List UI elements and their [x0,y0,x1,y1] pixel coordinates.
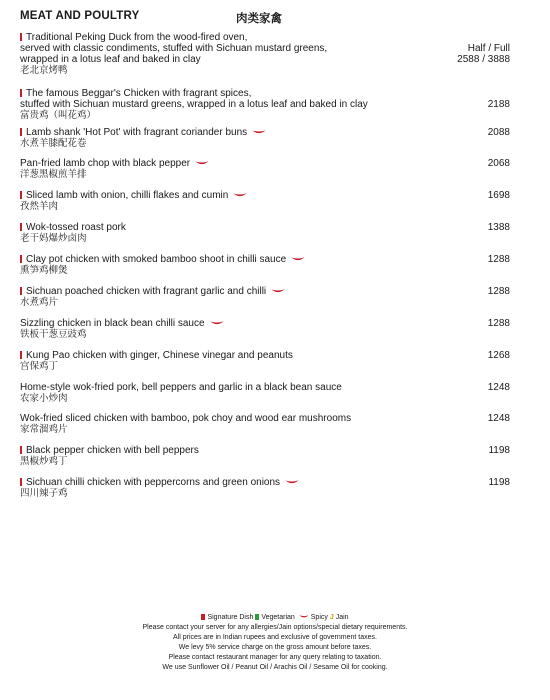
price-line: 1268 [487,350,510,361]
dish-price [488,254,510,265]
dish-name-text: Wok-fried sliced chicken with bamboo, pok choy and wood ear mushrooms [20,413,352,424]
price-line: 2588 / 3888 [457,54,510,65]
dish-name [20,88,510,99]
dish-name [20,318,510,329]
dish-name-text: Sizzling chicken in black bean chilli sauce [20,318,205,329]
legend-spicy: Spicy [310,614,328,621]
price-line: 1248 [487,382,510,393]
dish-price [488,99,510,110]
dish-name-cn: 水煮羊膝配花卷 [20,138,87,149]
price-line: 1288 [487,286,510,297]
dish-name [20,254,510,265]
dish-price [457,43,510,65]
dish-name-text: wrapped in a lotus leaf and baked in clay [20,54,201,65]
legend-jain: Jain [335,614,349,621]
menu-item [20,32,510,76]
dish-name-cn: 老干妈爆炒卤肉 [20,233,87,244]
price-line: 1698 [487,190,510,201]
chili-icon [271,288,285,294]
price-line: 1288 [487,254,510,265]
dish-name-cn: 家常溜鸡片 [20,424,68,435]
signature-marker-icon [20,255,22,263]
price-line: 1248 [487,413,510,424]
dish-price [488,413,510,424]
dish-name [20,99,510,110]
dish-name-text: Black pepper chicken with bell peppers [26,445,199,456]
price-line: 1198 [488,477,510,488]
dish-name-cn: 洋葱黑椒煎羊排 [20,169,87,180]
menu-item [20,350,510,372]
menu-item [20,477,510,499]
legend-vegetarian: Vegetarian [261,614,295,621]
dish-name [20,127,510,138]
dish-name-cn: 富贵鸡（叫花鸡） [20,110,97,121]
dish-name-text: Sichuan chilli chicken with peppercorns and green onions [26,477,281,488]
footer-line: We use Sunflower Oil / Peanut Oil / Arachis Oil / Sesame Oil for cooking. [162,664,388,671]
signature-marker-icon [20,128,22,136]
dish-name-text: Home-style wok-fried pork, bell peppers and garlic in a black bean sauce [20,382,342,393]
signature-marker-icon [20,223,22,231]
chili-icon [233,192,247,198]
dish-name-cn: 熏笋鸡柳煲 [20,265,68,276]
price-line: 2068 [487,158,510,169]
menu-item [20,413,510,435]
dish-price [488,382,510,393]
signature-marker-icon [20,33,22,41]
footer-line: We levy 5% service charge on the gross amount before taxes. [178,644,372,651]
section-title-en: MEAT AND POULTRY [20,10,140,22]
signature-marker-icon [20,478,22,486]
dish-name [20,477,510,488]
chili-icon [210,320,224,326]
dish-name [20,190,510,201]
dish-name-text: Wok-tossed roast pork [26,222,126,233]
footer-line: Please contact restaurant manager for any query relating to taxation. [168,654,382,661]
chili-icon [285,479,299,485]
menu-item [20,158,510,180]
dish-name [20,54,510,65]
dish-name-cn: 黑椒炒鸡丁 [20,456,68,467]
dish-name-cn: 水煮鸡片 [20,297,59,308]
menu-footer [0,613,550,673]
vegetarian-marker-icon [255,614,259,620]
section-header [20,10,530,24]
dish-name-text: stuffed with Sichuan mustard greens, wrapped in a lotus leaf and baked in clay [20,99,368,110]
dish-price [488,127,510,138]
jain-marker-icon: J [329,614,334,621]
dish-name-text: Pan-fried lamb chop with black pepper [20,158,191,169]
menu-item [20,222,510,244]
dish-price [488,190,510,201]
dish-name [20,382,510,393]
price-line: 1198 [488,445,510,456]
menu-item [20,318,510,340]
dish-name-text: Clay pot chicken with smoked bamboo shoot in chilli sauce [26,254,287,265]
dish-name [20,413,510,424]
dish-name-text: The famous Beggar's Chicken with fragrant spices, [26,88,252,99]
menu-item [20,88,510,121]
signature-marker-icon [20,446,22,454]
section-title-cn: 肉类家禽 [236,13,282,25]
dish-name-cn: 宫保鸡丁 [20,361,59,372]
signature-marker-icon [20,351,22,359]
dish-name [20,445,510,456]
dish-price [488,350,510,361]
dish-name-text: Lamb shank 'Hot Pot' with fragrant coriander buns [26,127,248,138]
dish-price [488,445,510,456]
menu-item [20,286,510,308]
menu-item [20,190,510,212]
dish-name-text: Traditional Peking Duck from the wood-fired oven, [26,32,248,43]
price-line: 1388 [487,222,510,233]
footer-line: All prices are in Indian rupees and exclusive of government taxes. [173,634,377,641]
price-line: 2088 [487,127,510,138]
dish-name-text: Kung Pao chicken with ginger, Chinese vinegar and peanuts [26,350,293,361]
dish-price [488,477,510,488]
signature-marker-icon [20,191,22,199]
dish-name-text: served with classic condiments, stuffed with Sichuan mustard greens, [20,43,328,54]
legend-signature: Signature Dish [207,614,254,621]
dish-name-cn: 孜然羊肉 [20,201,59,212]
signature-marker-icon [201,614,205,620]
dish-name-text: Sliced lamb with onion, chilli flakes and cumin [26,190,229,201]
dish-name [20,32,510,43]
dish-name-cn: 铁板干葱豆豉鸡 [20,329,87,340]
dish-name-cn: 农家小炒肉 [20,393,68,404]
chili-icon [195,160,209,166]
dish-price [488,222,510,233]
dish-name [20,158,510,169]
dish-price [488,286,510,297]
menu-item [20,445,510,467]
price-line: 1288 [487,318,510,329]
dish-name [20,286,510,297]
dish-name [20,350,510,361]
menu-item [20,127,510,149]
dish-price [488,158,510,169]
dish-name [20,222,510,233]
signature-marker-icon [20,89,22,97]
menu-item [20,382,510,404]
chili-icon [299,613,309,618]
dish-name-cn: 四川辣子鸡 [20,488,68,499]
chili-icon [252,129,266,135]
price-line: 2188 [487,99,510,110]
dish-price [488,318,510,329]
dish-name-text: Sichuan poached chicken with fragrant garlic and chilli [26,286,267,297]
footer-line: Please contact your server for any allergies/Jain options/special dietary requirements. [142,624,408,631]
dish-name-cn: 老北京烤鸭 [20,65,68,76]
price-line: Half / Full [467,43,510,54]
legend [0,613,550,623]
menu-item [20,254,510,276]
signature-marker-icon [20,287,22,295]
chili-icon [291,256,305,262]
dish-name [20,43,510,54]
